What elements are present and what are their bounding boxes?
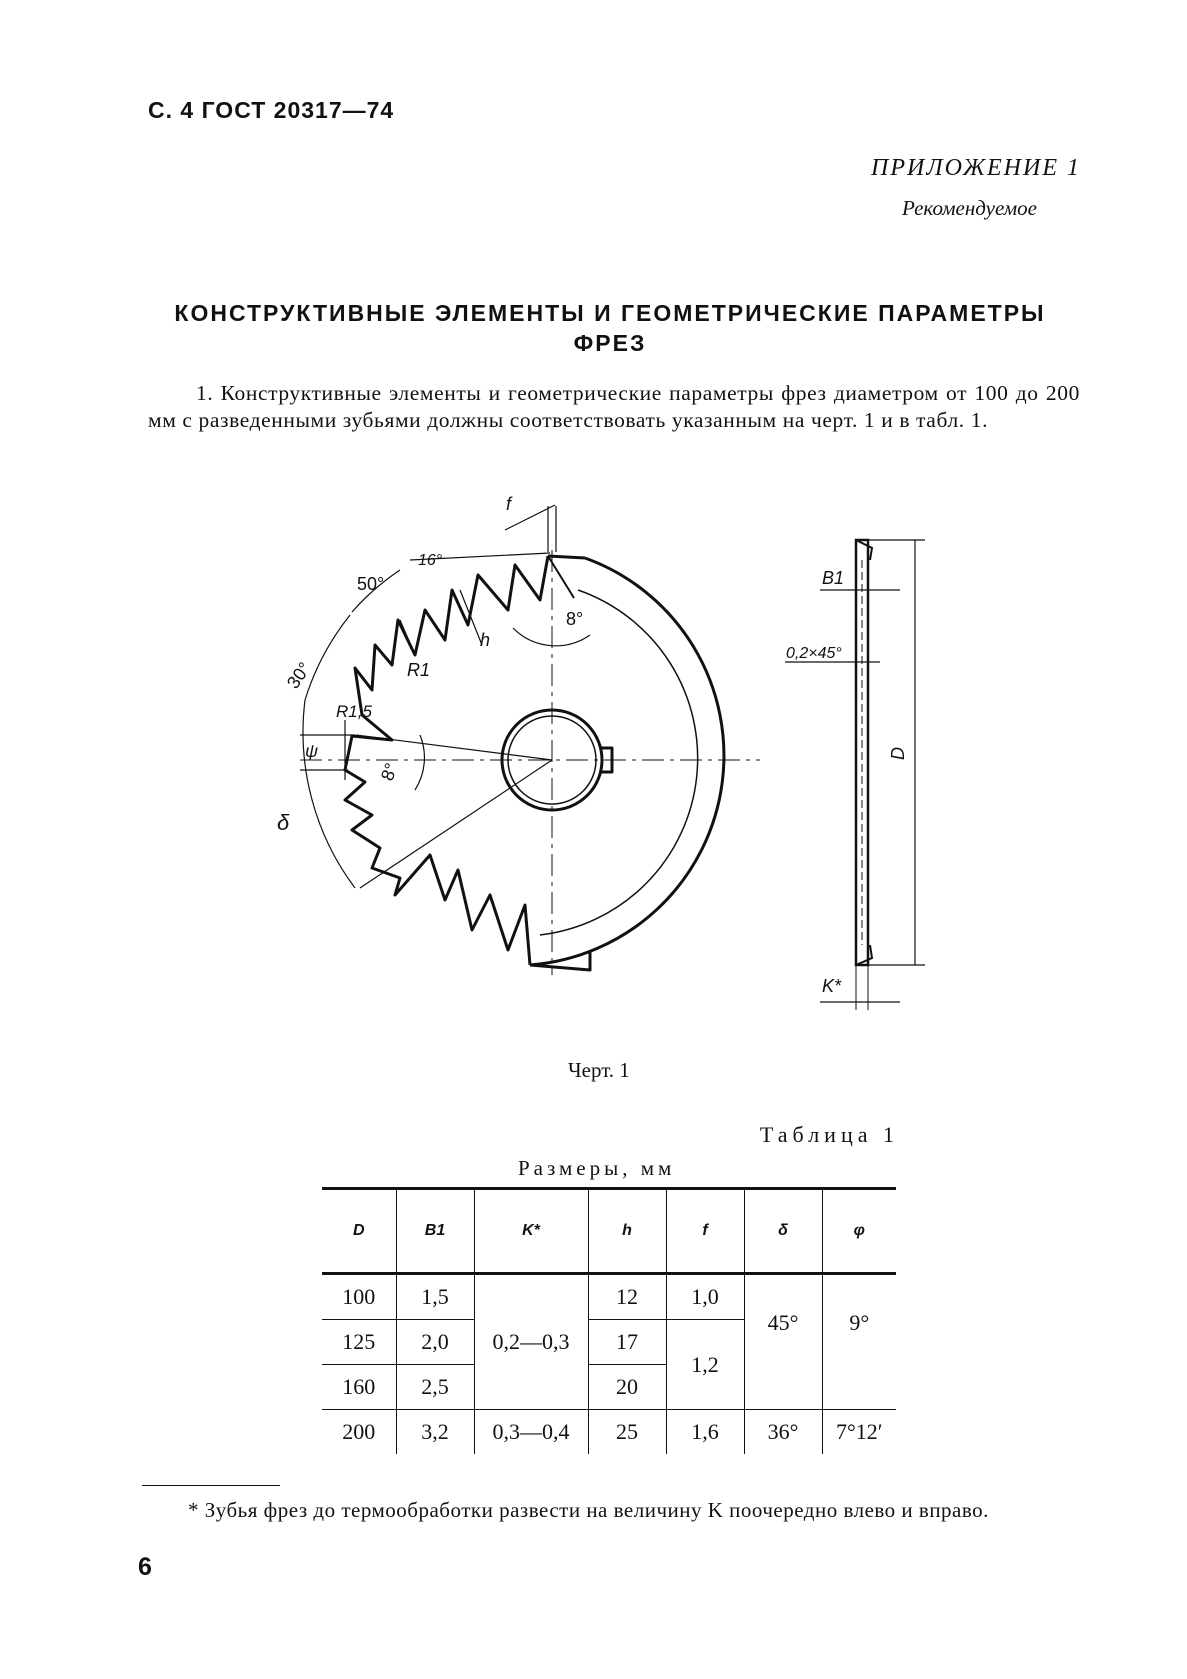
figure-caption: Черт. 1 xyxy=(568,1058,630,1082)
cell-h: 12 xyxy=(588,1274,666,1320)
cell-b1: 2,0 xyxy=(396,1320,474,1365)
cell-f: 1,0 xyxy=(666,1274,744,1320)
cell-f: 1,6 xyxy=(666,1410,744,1455)
col-header-d: D xyxy=(352,1222,365,1239)
cell-delta: 36° xyxy=(744,1410,822,1455)
label-chamfer: 0,2×45° xyxy=(786,645,842,662)
table-row xyxy=(322,1410,896,1455)
label-angle-30: 30° xyxy=(282,658,315,693)
cell-h: 20 xyxy=(588,1365,666,1410)
footnote-divider xyxy=(142,1485,280,1486)
page-number: 6 xyxy=(138,1553,152,1581)
cell-b1: 3,2 xyxy=(396,1410,474,1455)
section-title-line2: ФРЕЗ xyxy=(573,330,647,356)
cell-d: 100 xyxy=(342,1284,376,1309)
appendix-label: ПРИЛОЖЕНИЕ 1 xyxy=(871,155,1081,181)
cell-k: 0,3—0,4 xyxy=(474,1410,588,1455)
label-angle-8-top: 8° xyxy=(566,609,584,629)
col-header-phi: φ xyxy=(822,1189,896,1274)
cell-delta-merged: 45° xyxy=(744,1274,822,1410)
table-number: Таблица 1 xyxy=(759,1122,899,1147)
cell-k-merged: 0,2—0,3 xyxy=(474,1274,588,1410)
cell-phi-merged: 9° xyxy=(822,1274,896,1410)
label-psi: ψ xyxy=(305,741,319,761)
section-title-line1: КОНСТРУКТИВНЫЕ ЭЛЕМЕНТЫ И ГЕОМЕТРИЧЕСКИЕ ПАРАМЕТРЫ xyxy=(174,300,1046,326)
label-angle-8-mid: 8° xyxy=(376,760,402,784)
cell-h: 25 xyxy=(588,1410,666,1455)
label-k: K* xyxy=(822,976,842,996)
footnote: * Зубья фрез до термообработки развести на величину K поочередно влево и вправо. xyxy=(188,1498,989,1522)
cell-b1: 1,5 xyxy=(396,1274,474,1320)
col-header-k: K* xyxy=(474,1189,588,1274)
appendix-status: Рекомендуемое xyxy=(902,196,1037,220)
table-row xyxy=(322,1274,896,1320)
label-angle-50: 50° xyxy=(357,574,385,594)
col-header-delta: δ xyxy=(744,1189,822,1274)
label-delta: δ xyxy=(277,810,290,835)
col-header-f: f xyxy=(666,1189,744,1274)
cell-d: 125 xyxy=(342,1329,376,1354)
col-header-h: h xyxy=(588,1189,666,1274)
cell-d: 160 xyxy=(342,1374,376,1399)
table-units: Размеры, мм xyxy=(518,1156,676,1180)
cell-h: 17 xyxy=(588,1320,666,1365)
label-angle-16: 16° xyxy=(418,552,443,569)
cutter-body xyxy=(345,556,724,970)
label-r1: R1 xyxy=(407,660,431,680)
center-lines xyxy=(300,550,760,975)
cell-d: 200 xyxy=(342,1419,376,1444)
body-paragraph: 1. Конструктивные элементы и геометрические параметры фрез диаметром от 100 до 200 мм с разведенными зубьями должны соответствовать указанным на черт. 1 и в табл. 1. xyxy=(148,381,1080,432)
cell-phi: 7°12′ xyxy=(822,1410,896,1455)
label-d: D xyxy=(888,747,908,760)
table-1 xyxy=(322,1187,896,1454)
col-header-b1: B1 xyxy=(396,1189,474,1274)
label-h: h xyxy=(480,630,491,650)
cell-f-merged: 1,2 xyxy=(666,1320,744,1410)
label-b1: B1 xyxy=(822,568,845,588)
side-view xyxy=(785,540,925,1010)
page-header: С. 4 ГОСТ 20317—74 xyxy=(148,97,395,123)
cell-b1: 2,5 xyxy=(396,1365,474,1410)
label-r15: R1,5 xyxy=(336,702,372,721)
label-f: f xyxy=(506,494,512,514)
